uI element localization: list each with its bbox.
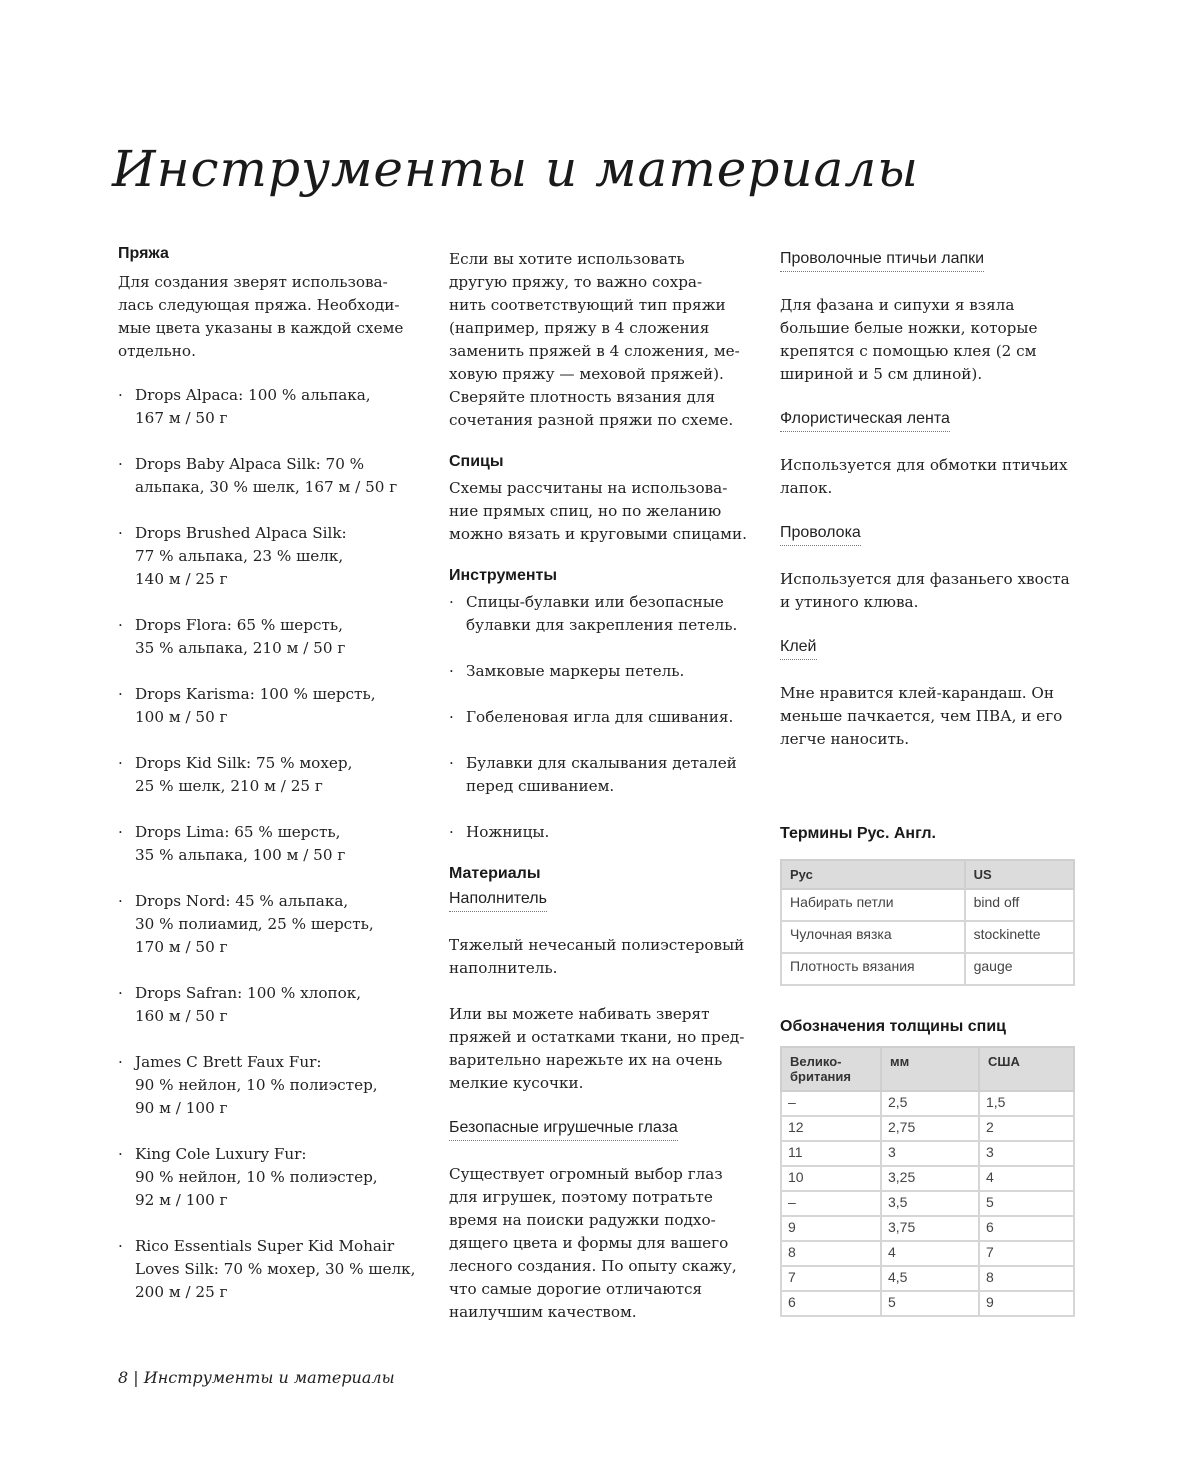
table-cell: 2,5 <box>881 1091 979 1116</box>
bird-feet-text <box>780 294 1080 386</box>
text-line: пряжей и остатками ткани, но пред- <box>449 1028 745 1046</box>
terms-heading: Термины Рус. Англ. <box>780 825 936 842</box>
page-footer <box>118 1368 395 1387</box>
needle-row <box>781 1191 1074 1216</box>
table-cell: Плотность вязания <box>781 953 965 985</box>
needle-header-us: США <box>979 1047 1074 1091</box>
text-line: крепятся с помощью клея (2 см <box>780 342 1037 360</box>
text-line: · Drops Brushed Alpaca Silk: <box>135 524 347 542</box>
materials-heading: Материалы <box>449 865 541 882</box>
text-line: · Rico Essentials Super Kid Mohair <box>135 1237 395 1255</box>
text-line: 90 м / 100 г <box>135 1099 228 1117</box>
table-cell: 2 <box>979 1116 1074 1141</box>
needle-row <box>781 1116 1074 1141</box>
footer-section: Инструменты и материалы <box>143 1368 395 1387</box>
yarn-item <box>118 982 418 1028</box>
needle-header-mm: мм <box>881 1047 979 1091</box>
terms-header-us: US <box>965 860 1074 889</box>
text-line: и утиного клюва. <box>780 593 919 611</box>
table-cell: 12 <box>781 1116 881 1141</box>
table-cell: 8 <box>979 1266 1074 1291</box>
text-line: · Drops Karisma: 100 % шерсть, <box>135 685 376 703</box>
text-line: Тяжелый нечесаный полиэстеровый <box>449 936 745 954</box>
text-line: лась следующая пряжа. Необходи- <box>118 296 400 314</box>
yarn-item <box>118 384 418 430</box>
table-cell: 6 <box>781 1291 881 1316</box>
text-line: (например, пряжу в 4 сложения <box>449 319 710 337</box>
text-line: дящего цвета и формы для вашего <box>449 1234 729 1252</box>
text-line: · Drops Flora: 65 % шерсть, <box>135 616 343 634</box>
text-line: ние прямых спиц, но по желанию <box>449 502 722 520</box>
table-cell: 8 <box>781 1241 881 1266</box>
text-line: Схемы рассчитаны на использова- <box>449 479 728 497</box>
text-line: 170 м / 50 г <box>135 938 228 956</box>
table-cell: 5 <box>979 1191 1074 1216</box>
text-line: Если вы хотите использовать <box>449 250 685 268</box>
tools-heading: Инструменты <box>449 567 558 584</box>
needle-row <box>781 1091 1074 1116</box>
yarn-item <box>118 752 418 798</box>
wire-text <box>780 568 1080 614</box>
text-line: другую пряжу, то важно сохра- <box>449 273 703 291</box>
table-cell: 4,5 <box>881 1266 979 1291</box>
text-line: лапок. <box>780 479 833 497</box>
text-line: мые цвета указаны в каждой схеме <box>118 319 404 337</box>
filler-subheading: Наполнитель <box>449 888 547 912</box>
table-cell: 9 <box>781 1216 881 1241</box>
table-cell: – <box>781 1191 881 1216</box>
needle-row <box>781 1291 1074 1316</box>
table-cell: 3 <box>881 1141 979 1166</box>
yarn-intro <box>118 271 418 363</box>
text-line: · Булавки для скалывания деталей <box>466 754 737 772</box>
text-line: Или вы можете набивать зверят <box>449 1005 710 1023</box>
text-line: нить соответствующий тип пряжи <box>449 296 726 314</box>
table-cell: 3,75 <box>881 1216 979 1241</box>
table-cell: 10 <box>781 1166 881 1191</box>
eyes-text <box>449 1163 749 1324</box>
table-cell: Чулочная вязка <box>781 921 965 953</box>
text-line: лесного создания. По опыту скажу, <box>449 1257 737 1275</box>
yarn-item <box>118 1143 418 1212</box>
text-line: · Замковые маркеры петель. <box>466 662 685 680</box>
text-line: наилучшим качеством. <box>449 1303 637 1321</box>
terms-row <box>781 953 1074 985</box>
text-line: легче наносить. <box>780 730 910 748</box>
terms-row <box>781 889 1074 921</box>
table-cell: 3 <box>979 1141 1074 1166</box>
text-line: шириной и 5 см длиной). <box>780 365 983 383</box>
terms-row <box>781 921 1074 953</box>
tool-item <box>449 660 749 683</box>
table-cell: 6 <box>979 1216 1074 1241</box>
yarn-heading: Пряжа <box>118 245 169 262</box>
text-line: Существует огромный выбор глаз <box>449 1165 723 1183</box>
table-cell: 11 <box>781 1141 881 1166</box>
text-line: 30 % полиамид, 25 % шерсть, <box>135 915 374 933</box>
text-line: 77 % альпака, 23 % шелк, <box>135 547 344 565</box>
text-line: 100 м / 50 г <box>135 708 228 726</box>
yarn-item <box>118 890 418 959</box>
bird-feet-subheading: Проволочные птичьи лапки <box>780 248 984 272</box>
needle-row <box>781 1241 1074 1266</box>
needle-row <box>781 1216 1074 1241</box>
text-line: Используется для фазаньего хвоста <box>780 570 1070 588</box>
text-line: Loves Silk: 70 % мохер, 30 % шелк, <box>135 1260 416 1278</box>
table-cell: 3,25 <box>881 1166 979 1191</box>
glue-text <box>780 682 1080 751</box>
text-line: время на поиски радужки подхо- <box>449 1211 716 1229</box>
tools-list <box>449 591 749 844</box>
page-title: Инструменты и материалы <box>112 140 919 198</box>
text-line: для игрушек, поэтому потратьте <box>449 1188 713 1206</box>
yarn-column <box>118 243 418 1304</box>
text-line: булавки для закрепления петель. <box>466 616 738 634</box>
text-line: можно вязать и круговыми спицами. <box>449 525 747 543</box>
text-line: 35 % альпака, 100 м / 50 г <box>135 846 346 864</box>
eyes-subheading: Безопасные игрушечные глаза <box>449 1117 678 1141</box>
text-line: 160 м / 50 г <box>135 1007 228 1025</box>
text-line: · Drops Alpaca: 100 % альпака, <box>135 386 371 404</box>
table-cell: 7 <box>979 1241 1074 1266</box>
page-number: 8 <box>118 1368 129 1387</box>
yarn-item <box>118 1235 418 1304</box>
text-line: 25 % шелк, 210 м / 25 г <box>135 777 323 795</box>
text-line: Для фазана и сипухи я взяла <box>780 296 1015 314</box>
needle-row <box>781 1166 1074 1191</box>
text-line: ховую пряжу — меховой пряжей). <box>449 365 724 383</box>
table-cell: bind off <box>965 889 1074 921</box>
text-line: Сверяйте плотность вязания для <box>449 388 716 406</box>
table-cell: 3,5 <box>881 1191 979 1216</box>
yarn-list <box>118 384 418 1304</box>
table-cell: 9 <box>979 1291 1074 1316</box>
table-cell: – <box>781 1091 881 1116</box>
text-line: 90 % нейлон, 10 % полиэстер, <box>135 1168 378 1186</box>
text-line: 35 % альпака, 210 м / 50 г <box>135 639 346 657</box>
table-cell: 2,75 <box>881 1116 979 1141</box>
table-cell: 4 <box>979 1166 1074 1191</box>
text-line: 167 м / 50 г <box>135 409 228 427</box>
text-line: · Drops Safran: 100 % хлопок, <box>135 984 362 1002</box>
text-line: перед сшиванием. <box>466 777 615 795</box>
filler-alt-text <box>449 1003 749 1095</box>
text-line: · Гобеленовая игла для сшивания. <box>466 708 734 726</box>
table-cell: 5 <box>881 1291 979 1316</box>
needle-header-uk: Велико-британия <box>781 1047 881 1091</box>
wire-subheading: Проволока <box>780 522 861 546</box>
table-cell: Набирать петли <box>781 889 965 921</box>
yarn-item <box>118 683 418 729</box>
column-two <box>449 248 749 1324</box>
yarn-item <box>118 522 418 591</box>
text-line: 90 % нейлон, 10 % полиэстер, <box>135 1076 378 1094</box>
tool-item <box>449 591 749 637</box>
text-line: заменить пряжей в 4 сложения, ме- <box>449 342 740 360</box>
text-line: отдельно. <box>118 342 196 360</box>
text-line: Для создания зверят использова- <box>118 273 388 291</box>
column-three <box>780 248 1080 1317</box>
tool-item <box>449 821 749 844</box>
substitute-yarn-text <box>449 248 749 432</box>
text-line: что самые дорогие отличаются <box>449 1280 703 1298</box>
text-line: 140 м / 25 г <box>135 570 228 588</box>
yarn-item <box>118 453 418 499</box>
yarn-item <box>118 1051 418 1120</box>
tape-text <box>780 454 1080 500</box>
needle-sizes-heading: Обозначения толщины спиц <box>780 1018 1006 1035</box>
tape-subheading: Флористическая лента <box>780 408 950 432</box>
text-line: большие белые ножки, которые <box>780 319 1038 337</box>
footer-separator: | <box>133 1368 139 1387</box>
text-line: 200 м / 25 г <box>135 1283 228 1301</box>
text-line: Мне нравится клей-карандаш. Он <box>780 684 1054 702</box>
needles-heading: Спицы <box>449 453 504 470</box>
terms-table <box>780 859 1075 986</box>
text-line: · Drops Baby Alpaca Silk: 70 % <box>135 455 365 473</box>
tool-item <box>449 752 749 798</box>
needle-row <box>781 1266 1074 1291</box>
needle-row <box>781 1141 1074 1166</box>
needles-text <box>449 477 749 546</box>
text-line: сочетания разной пряжи по схеме. <box>449 411 734 429</box>
text-line: мелкие кусочки. <box>449 1074 584 1092</box>
text-line: · King Cole Luxury Fur: <box>135 1145 307 1163</box>
text-line: · Ножницы. <box>466 823 550 841</box>
text-line: · Drops Lima: 65 % шерсть, <box>135 823 341 841</box>
terms-header-ru: Рус <box>781 860 965 889</box>
text-line: меньше пачкается, чем ПВА, и его <box>780 707 1063 725</box>
text-line: Используется для обмотки птичьих <box>780 456 1068 474</box>
table-cell: 1,5 <box>979 1091 1074 1116</box>
table-cell: 7 <box>781 1266 881 1291</box>
table-cell: gauge <box>965 953 1074 985</box>
glue-subheading: Клей <box>780 636 817 660</box>
yarn-item <box>118 614 418 660</box>
text-line: 92 м / 100 г <box>135 1191 228 1209</box>
text-line: · James C Brett Faux Fur: <box>135 1053 322 1071</box>
text-line: варительно нарежьте их на очень <box>449 1051 723 1069</box>
text-line: · Спицы-булавки или безопасные <box>466 593 724 611</box>
text-line: альпака, 30 % шелк, 167 м / 50 г <box>135 478 398 496</box>
tool-item <box>449 706 749 729</box>
yarn-item <box>118 821 418 867</box>
needle-sizes-table <box>780 1046 1075 1317</box>
table-cell: 4 <box>881 1241 979 1266</box>
text-line: · Drops Kid Silk: 75 % мохер, <box>135 754 353 772</box>
table-cell: stockinette <box>965 921 1074 953</box>
text-line: наполнитель. <box>449 959 558 977</box>
text-line: · Drops Nord: 45 % альпака, <box>135 892 349 910</box>
filler-text <box>449 934 749 980</box>
